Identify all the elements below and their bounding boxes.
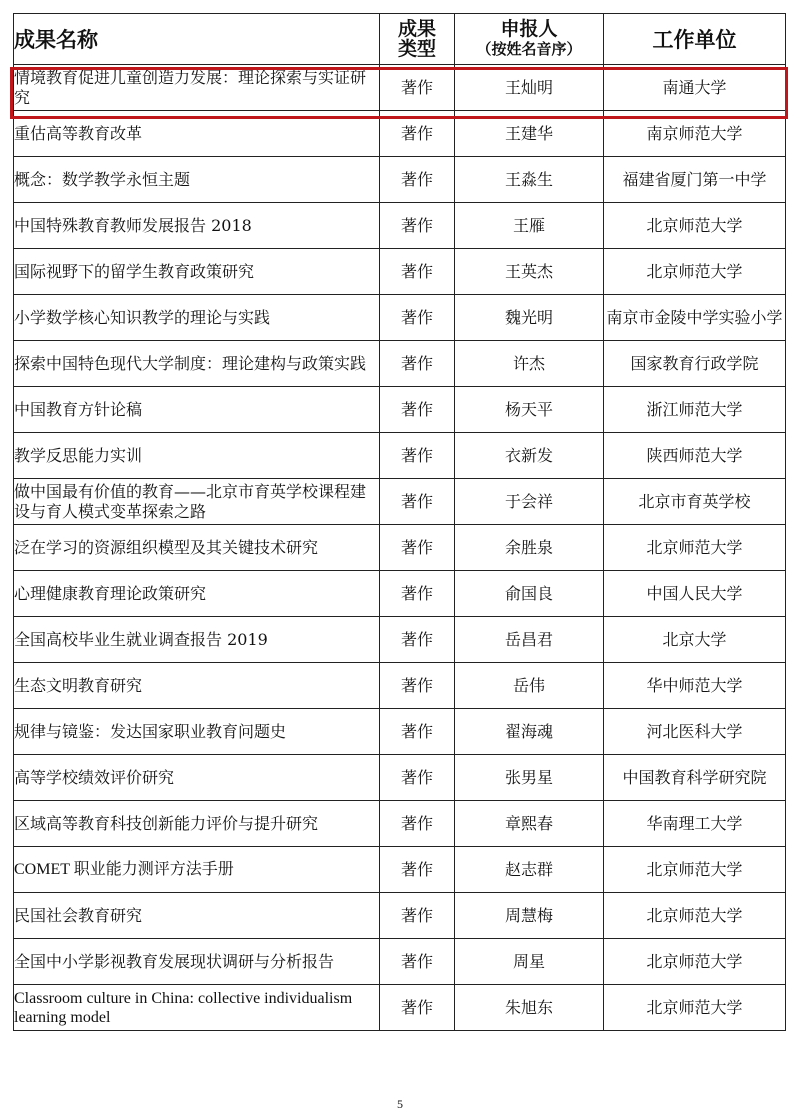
header-type-line1: 成果 <box>397 18 436 40</box>
cell-name: 情境教育促进儿童创造力发展：理论探索与实证研究 <box>14 65 380 111</box>
table-row <box>14 847 786 893</box>
cell-name: 概念：数学教学永恒主题 <box>14 157 380 203</box>
table-row <box>14 571 786 617</box>
table-row <box>14 203 786 249</box>
cell-author: 王灿明 <box>455 65 604 111</box>
cell-type: 著作 <box>380 203 455 249</box>
cell-author: 王建华 <box>455 111 604 157</box>
cell-name: 探索中国特色现代大学制度：理论建构与政策实践 <box>14 341 380 387</box>
cell-author: 赵志群 <box>455 847 604 893</box>
cell-unit: 华南理工大学 <box>604 801 786 847</box>
table-row <box>14 617 786 663</box>
cell-type: 著作 <box>380 65 455 111</box>
cell-unit: 北京大学 <box>604 617 786 663</box>
cell-name: 区域高等教育科技创新能力评价与提升研究 <box>14 801 380 847</box>
cell-type: 著作 <box>380 249 455 295</box>
cell-author: 周慧梅 <box>455 893 604 939</box>
header-unit: 工作单位 <box>604 14 786 65</box>
cell-name: 生态文明教育研究 <box>14 663 380 709</box>
cell-author: 王淼生 <box>455 157 604 203</box>
cell-type: 著作 <box>380 893 455 939</box>
cell-name: 中国教育方针论稿 <box>14 387 380 433</box>
table-row <box>14 341 786 387</box>
cell-author: 王英杰 <box>455 249 604 295</box>
table-row <box>14 479 786 525</box>
cell-author: 俞国良 <box>455 571 604 617</box>
cell-author: 岳昌君 <box>455 617 604 663</box>
cell-type: 著作 <box>380 525 455 571</box>
cell-type: 著作 <box>380 985 455 1031</box>
table-row <box>14 893 786 939</box>
table-row <box>14 157 786 203</box>
cell-author: 周星 <box>455 939 604 985</box>
cell-name: Classroom culture in China: collective individualism learning model <box>14 985 380 1031</box>
cell-type: 著作 <box>380 341 455 387</box>
table-row <box>14 525 786 571</box>
cell-unit: 北京师范大学 <box>604 203 786 249</box>
header-name: 成果名称 <box>14 14 380 65</box>
cell-unit: 北京师范大学 <box>604 939 786 985</box>
table-row <box>14 709 786 755</box>
cell-name: 泛在学习的资源组织模型及其关键技术研究 <box>14 525 380 571</box>
cell-name: 民国社会教育研究 <box>14 893 380 939</box>
page-number: 5 <box>397 1097 403 1111</box>
table-row <box>14 663 786 709</box>
cell-unit: 北京师范大学 <box>604 847 786 893</box>
table-row <box>14 387 786 433</box>
cell-name: 中国特殊教育教师发展报告 2018 <box>14 203 380 249</box>
cell-author: 章熙春 <box>455 801 604 847</box>
cell-author: 翟海魂 <box>455 709 604 755</box>
cell-unit: 浙江师范大学 <box>604 387 786 433</box>
table-row <box>14 111 786 157</box>
header-author <box>455 14 604 65</box>
table-row <box>14 65 786 111</box>
header-type-line2: 类型 <box>397 38 436 60</box>
cell-type: 著作 <box>380 663 455 709</box>
cell-unit: 河北医科大学 <box>604 709 786 755</box>
cell-unit: 南通大学 <box>604 65 786 111</box>
cell-unit: 北京师范大学 <box>604 893 786 939</box>
cell-unit: 南京市金陵中学实验小学 <box>604 295 786 341</box>
table-row <box>14 295 786 341</box>
cell-name: COMET 职业能力测评方法手册 <box>14 847 380 893</box>
table-row <box>14 985 786 1031</box>
cell-unit: 南京师范大学 <box>604 111 786 157</box>
header-author-sub: （按姓名音序） <box>476 40 582 58</box>
table-row <box>14 755 786 801</box>
cell-type: 著作 <box>380 387 455 433</box>
cell-author: 王雁 <box>455 203 604 249</box>
cell-name: 全国高校毕业生就业调查报告 2019 <box>14 617 380 663</box>
cell-unit: 北京市育英学校 <box>604 479 786 525</box>
cell-name: 做中国最有价值的教育——北京市育英学校课程建设与育人模式变革探索之路 <box>14 479 380 525</box>
cell-name: 国际视野下的留学生教育政策研究 <box>14 249 380 295</box>
cell-type: 著作 <box>380 847 455 893</box>
cell-unit: 北京师范大学 <box>604 985 786 1031</box>
cell-name: 高等学校绩效评价研究 <box>14 755 380 801</box>
cell-type: 著作 <box>380 111 455 157</box>
cell-type: 著作 <box>380 479 455 525</box>
cell-unit: 中国教育科学研究院 <box>604 755 786 801</box>
cell-name: 心理健康教育理论政策研究 <box>14 571 380 617</box>
cell-author: 余胜泉 <box>455 525 604 571</box>
cell-type: 著作 <box>380 939 455 985</box>
cell-type: 著作 <box>380 157 455 203</box>
cell-unit: 福建省厦门第一中学 <box>604 157 786 203</box>
cell-unit: 北京师范大学 <box>604 249 786 295</box>
cell-type: 著作 <box>380 617 455 663</box>
awards-table <box>13 13 786 1031</box>
cell-unit: 陕西师范大学 <box>604 433 786 479</box>
cell-type: 著作 <box>380 571 455 617</box>
cell-unit: 中国人民大学 <box>604 571 786 617</box>
table-row <box>14 939 786 985</box>
cell-name: 重估高等教育改革 <box>14 111 380 157</box>
cell-name: 规律与镜鉴：发达国家职业教育问题史 <box>14 709 380 755</box>
cell-unit: 国家教育行政学院 <box>604 341 786 387</box>
table-header-row <box>14 14 786 65</box>
table-row <box>14 801 786 847</box>
cell-type: 著作 <box>380 433 455 479</box>
cell-author: 张男星 <box>455 755 604 801</box>
cell-author: 许杰 <box>455 341 604 387</box>
cell-name: 全国中小学影视教育发展现状调研与分析报告 <box>14 939 380 985</box>
cell-author: 魏光明 <box>455 295 604 341</box>
table-row <box>14 249 786 295</box>
cell-unit: 华中师范大学 <box>604 663 786 709</box>
header-type <box>380 14 455 65</box>
cell-type: 著作 <box>380 295 455 341</box>
cell-type: 著作 <box>380 709 455 755</box>
cell-type: 著作 <box>380 755 455 801</box>
cell-author: 岳伟 <box>455 663 604 709</box>
cell-author: 于会祥 <box>455 479 604 525</box>
cell-author: 杨天平 <box>455 387 604 433</box>
cell-unit: 北京师范大学 <box>604 525 786 571</box>
cell-type: 著作 <box>380 801 455 847</box>
cell-author: 朱旭东 <box>455 985 604 1031</box>
cell-name: 小学数学核心知识教学的理论与实践 <box>14 295 380 341</box>
cell-author: 衣新发 <box>455 433 604 479</box>
table-row <box>14 433 786 479</box>
cell-name: 教学反思能力实训 <box>14 433 380 479</box>
header-author-label: 申报人 <box>500 18 558 40</box>
